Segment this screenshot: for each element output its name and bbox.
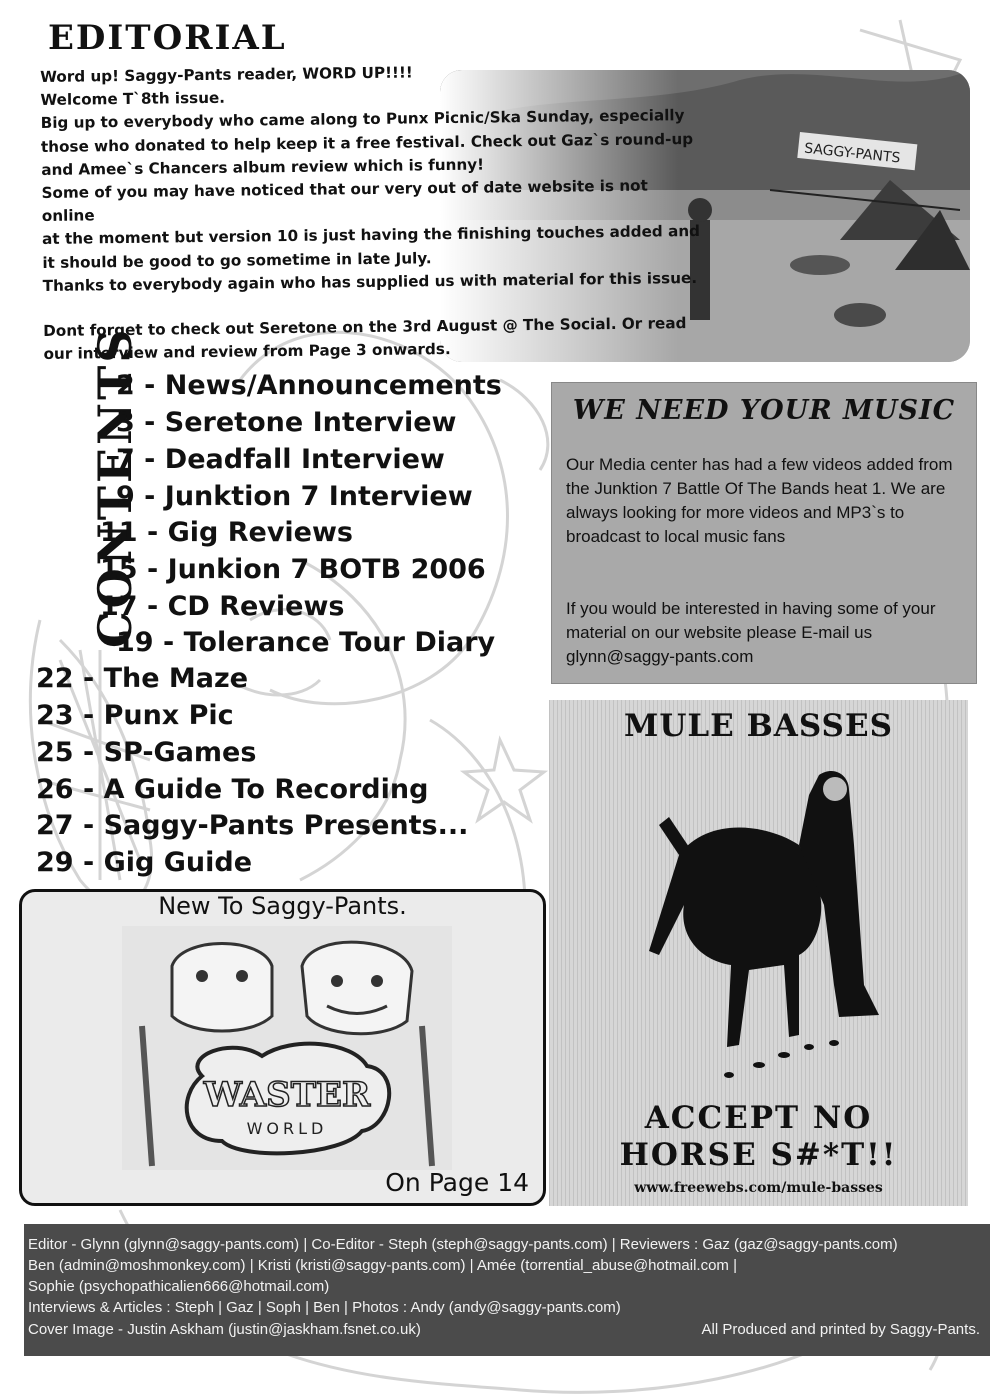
credits-line: Interviews & Articles : Steph | Gaz | Soph | Ben | Photos : Andy (andy@saggy-pants.com) <box>28 1299 621 1316</box>
mule-basses-advert <box>549 700 968 1206</box>
editorial-line: and Amee`s Chancers album review which is funny! <box>41 155 485 179</box>
toc-item[interactable]: 29 - Gig Guide <box>36 847 252 878</box>
editorial-line: Thanks to everybody again who has supplied us with material for this issue. <box>42 268 698 295</box>
editorial-line: Big up to everybody who came along to Punx Picnic/Ska Sunday, especially <box>40 106 685 133</box>
toc-item[interactable]: 2 - News/Announcements <box>116 370 502 401</box>
toc-item[interactable]: 22 - The Maze <box>36 663 249 694</box>
music-box-paragraph: If you would be interested in having some of your material on our website please E-mail us glynn@saggy-pants.com <box>566 599 936 666</box>
toc-item[interactable]: 27 - Saggy-Pants Presents... <box>36 810 469 841</box>
editorial-body <box>40 58 704 366</box>
toc-item[interactable]: 3 - Seretone Interview <box>116 407 457 438</box>
toc-item[interactable]: 26 - A Guide To Recording <box>36 774 429 805</box>
credits-line: Editor - Glynn (glynn@saggy-pants.com) | Co-Editor - Steph (steph@saggy-pants.com) | Reviewers : Gaz (gaz@saggy-pants.com) <box>28 1236 898 1253</box>
toc-item[interactable]: 19 - Tolerance Tour Diary <box>116 627 496 658</box>
svg-text:WASTER: WASTER <box>203 1075 371 1115</box>
editorial-line: those who donated to help keep it a free festival. Check out Gaz`s round-up <box>40 129 694 156</box>
editorial-heading: EDITORIAL <box>48 18 287 58</box>
credits-produced-by: All Produced and printed by Saggy-Pants. <box>701 1321 980 1338</box>
editorial-line: our interview and review from Page 3 onwards. <box>43 340 451 364</box>
toc-item[interactable]: 23 - Punx Pic <box>36 700 234 731</box>
new-to-saggy-pants-panel <box>19 889 546 1206</box>
toc-item[interactable]: 25 - SP-Games <box>36 737 257 768</box>
editorial-line: Some of you may have noticed that our very out of date website is not online <box>41 176 648 226</box>
advert-slogan-line1: ACCEPT NO <box>644 1100 873 1136</box>
editorial-line: at the moment but version 10 is just having the finishing touches added and <box>42 222 701 249</box>
credits-line: Cover Image - Justin Askham (justin@jaskham.fsnet.co.uk) <box>28 1321 421 1338</box>
page-reference: On Page 14 <box>385 1168 529 1197</box>
editorial-line: it should be good to go sometime in late July. <box>42 248 432 272</box>
new-to-title: New To Saggy-Pants. <box>158 892 407 920</box>
advert-url[interactable]: www.freewebs.com/mule-basses <box>634 1180 883 1196</box>
credits-line: Ben (admin@moshmonkey.com) | Kristi (kristi@saggy-pants.com) | Amée (torrential_abuse@hotmail.com | <box>28 1257 737 1274</box>
mule-and-figure-illustration <box>639 755 899 1095</box>
credits-line: Sophie (psychopathicalien666@hotmail.com) <box>28 1278 330 1295</box>
toc-item[interactable]: 9 - Junktion 7 Interview <box>116 481 473 512</box>
music-box-paragraph: Our Media center has had a few videos added from the Junktion 7 Battle Of The Bands heat 1. We are always looking for more videos and MP3`s to broadcast to local music fans <box>566 455 953 546</box>
contents-heading: CONTENTS <box>88 326 142 648</box>
cartoon-illustration <box>122 926 452 1170</box>
svg-text:WORLD: WORLD <box>246 1119 328 1138</box>
editorial-line: Word up! Saggy-Pants reader, WORD UP!!!! <box>40 63 413 86</box>
editorial-line: Dont forget to check out Seretone on the 3rd August @ The Social. Or read <box>43 314 687 341</box>
advert-slogan-line2: HORSE S#*T!! <box>619 1137 898 1173</box>
toc-item[interactable]: 7 - Deadfall Interview <box>116 444 445 475</box>
music-box-title: WE NEED YOUR MUSIC <box>572 395 956 426</box>
toc-item[interactable]: 17 - CD Reviews <box>100 591 345 622</box>
we-need-your-music-box <box>551 382 977 684</box>
editorial-line: Welcome T`8th issue. <box>40 88 226 110</box>
advert-title: MULE BASSES <box>624 708 893 744</box>
toc-item[interactable]: 15 - Junkion 7 BOTB 2006 <box>100 554 486 585</box>
toc-item[interactable]: 11 - Gig Reviews <box>100 517 354 548</box>
credits-footer <box>24 1224 990 1356</box>
